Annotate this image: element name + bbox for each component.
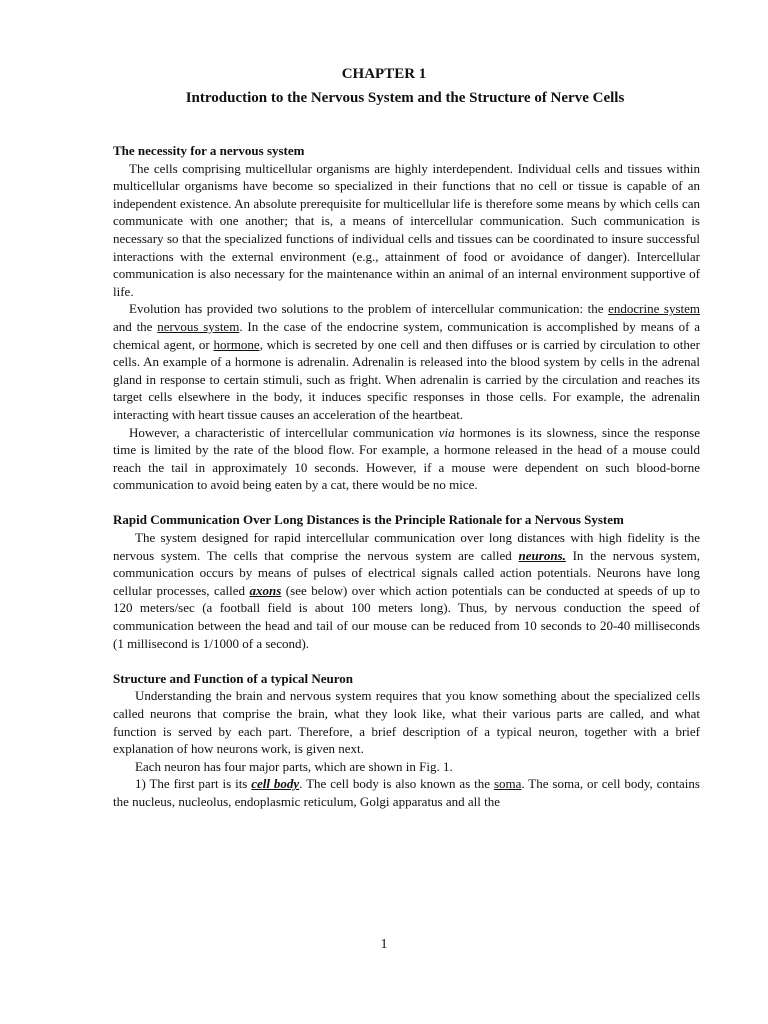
text-run: In the nervous system, communication occurs by means of pulses of electrical signals called action potentials. Neurons have long cellular processes, called <box>113 547 700 598</box>
document-body <box>113 142 700 811</box>
paragraph: Each neuron has four major parts, which are shown in Fig. 1. <box>135 758 453 774</box>
term-hormone: hormone, <box>213 336 263 352</box>
text-run: 1) The first part is its <box>135 776 252 792</box>
text-run: Evolution has provided two solutions to the problem of intercellular communication: the <box>129 301 609 317</box>
term-nervous-system: nervous system <box>157 318 240 334</box>
text-run: . In the case of the endocrine system, communication is accomplished by means of a chemical agent, or <box>113 318 700 352</box>
term-endocrine-system: endocrine system <box>608 301 700 317</box>
paragraph <box>113 300 700 423</box>
section-heading-neuron-structure: Structure and Function of a typical Neuron <box>113 670 354 686</box>
term-via: via <box>438 424 455 440</box>
text-run: However, a characteristic of intercellular communication <box>129 424 439 440</box>
page-number: 1 <box>380 937 388 952</box>
term-neurons: neurons. <box>518 547 566 563</box>
paragraph <box>113 529 700 652</box>
term-cell-body: cell body <box>251 776 300 792</box>
term-axons: axons <box>249 582 282 598</box>
chapter-label: CHAPTER 1 <box>341 66 427 82</box>
text-run: hormones is its slowness, since the response time is limited by the rate of the blood flow. For example, a hormone released in the head of a mouse could reach the tail in approximately 10 seconds. However, if a mouse were dependent on such blood-borne communication to avoid being eaten by a cat, there would be no mice. <box>113 424 700 493</box>
paragraph <box>113 775 700 810</box>
text-run: . The cell body is also known as the <box>299 776 494 792</box>
chapter-title: Introduction to the Nervous System and the Structure of Nerve Cells <box>185 90 625 106</box>
paragraph <box>113 424 700 494</box>
text-run: . The soma, or cell body, contains the nucleus, nucleolus, endoplasmic reticulum, Golgi apparatus and all the <box>113 776 700 809</box>
text-run: and the <box>113 318 158 334</box>
term-soma: soma <box>493 776 522 792</box>
text-run: which is secreted by one cell and then diffuses or is carried by circulation to other cells. An example of a hormone is adrenalin. Adrenalin is released into the blood system by cells in the adrenal gland in response to certain stimuli, such as fright. When adrenalin is carried by the circulation and reaches its target cells elsewhere in the body, it induces specific responses in those cells. For example, the adrenalin interacting with heart tissue causes an acceleration of the heartbeat. <box>113 336 700 422</box>
section-heading-rapid-communication: Rapid Communication Over Long Distances is the Principle Rationale for a Nervous System <box>113 512 624 528</box>
text-run: The system designed for rapid intercellular communication over long distances with high fidelity is the nervous system. The cells that comprise the nervous system are called <box>113 530 700 563</box>
paragraph: The cells comprising multicellular organisms are highly interdependent. Individual cells and tissues within multicellular organisms have become so specialized in their functions that no cell or tissue is capable of an independent existence. An absolute prerequisite for multicellular life is therefore some means by which cells can communicate with one another; that is, a means of intercellular communication. Such communication is necessary so that the specialized functions of individual cells and tissues can be coordinated to insure successful interactions with the external environment (e.g., attainment of food or avoidance of danger). Intercellular communication is also necessary for the maintenance within an animal of an internal environment supportive of life. <box>113 160 700 299</box>
paragraph: Understanding the brain and nervous system requires that you know something about the specialized cells called neurons that comprise the brain, what they look like, what their various parts are called, and what function is served by each part. Therefore, a brief description of a typical neuron, together with a brief explanation of how neurons work, is given next. <box>113 688 700 757</box>
section-heading-necessity: The necessity for a nervous system <box>113 143 305 158</box>
text-run: (see below) over which action potentials can be conducted at speeds of up to 120 meters/sec (a football field is about 100 meters long). Thus, by nervous conduction the speed of communication between the head and tail of our mouse can be reduced from 10 seconds to 20-40 milliseconds (1 millisecond is 1/1000 of a second). <box>113 582 701 651</box>
